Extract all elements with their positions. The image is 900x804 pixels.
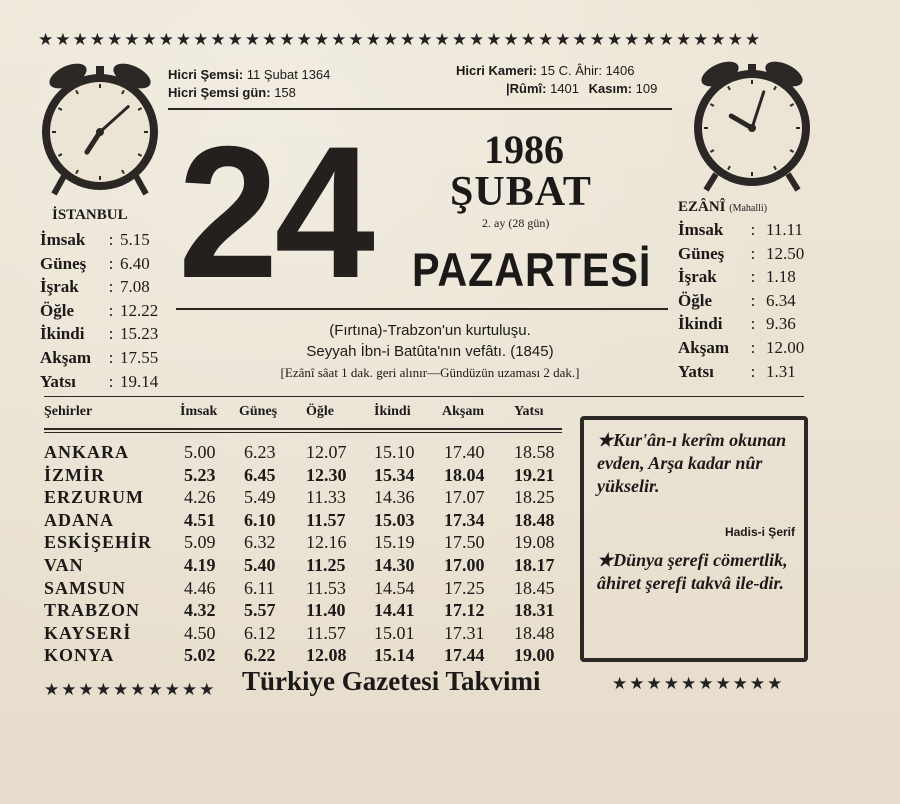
ezani-time-value: 1.31 — [766, 361, 796, 381]
istanbul-time-separator: : — [108, 300, 114, 320]
time-cell: 5.00 — [184, 442, 216, 462]
city-name: KAYSERİ — [44, 622, 132, 643]
time-cell: 12.16 — [306, 532, 347, 553]
ezani-times — [678, 218, 804, 383]
ezani-time-separator: : — [750, 290, 756, 310]
table-header-rule-2 — [44, 432, 562, 433]
time-cell: 4.51 — [184, 509, 216, 530]
istanbul-time-separator: : — [108, 253, 114, 273]
ezani-time-label: Güneş — [678, 243, 725, 263]
hadith-box — [580, 416, 808, 662]
istanbul-time-row — [40, 252, 158, 276]
time-cell: 18.25 — [514, 487, 555, 508]
istanbul-time-label: Güneş — [40, 253, 87, 273]
ezani-time-value: 6.34 — [766, 290, 796, 310]
time-cell: 14.30 — [374, 555, 415, 575]
city-name: SAMSUN — [44, 577, 127, 598]
ezani-time-row — [678, 360, 804, 384]
table-header-cell: İkindi — [374, 404, 411, 419]
ezani-title — [678, 199, 767, 216]
time-cell: 6.11 — [244, 577, 275, 598]
time-cell: 17.34 — [444, 509, 485, 530]
month-info: 2. ay (28 gün) — [482, 216, 550, 230]
ezani-time-separator: : — [750, 220, 756, 239]
time-cell: 11.40 — [306, 600, 346, 621]
time-cell: 14.41 — [374, 600, 415, 621]
time-cell: 12.08 — [306, 645, 347, 666]
ezani-time-value: 11.11 — [766, 220, 803, 239]
city-name: İZMİR — [44, 464, 106, 485]
ezani-title-sub: (Mahalli) — [729, 203, 768, 214]
time-cell: 6.12 — [244, 622, 276, 643]
istanbul-time-label: İmsak — [40, 230, 86, 249]
time-cell: 6.32 — [244, 532, 276, 553]
time-cell: 18.48 — [514, 622, 555, 643]
ezani-title-text: EZÂNÎ — [678, 199, 726, 215]
time-cell: 17.25 — [444, 577, 485, 598]
time-cell: 15.01 — [374, 622, 415, 643]
ezani-time-value: 12.00 — [766, 337, 805, 357]
time-cell: 5.09 — [184, 532, 216, 553]
time-cell: 12.07 — [306, 442, 347, 462]
ezani-time-row — [678, 218, 804, 242]
ezani-time-label: İşrak — [678, 267, 717, 287]
ezani-time-separator: : — [750, 267, 756, 287]
table-header-cell: Yatsı — [514, 404, 544, 419]
time-cell: 14.36 — [374, 487, 415, 508]
time-cell: 6.45 — [244, 464, 276, 485]
time-cell: 6.22 — [244, 645, 276, 666]
time-cell: 6.10 — [244, 509, 276, 530]
year: 1986 — [484, 127, 564, 172]
time-cell: 17.12 — [444, 600, 485, 621]
ezani-time-value: 1.18 — [766, 267, 796, 287]
istanbul-title: İSTANBUL — [52, 207, 128, 223]
istanbul-time-separator: : — [108, 371, 114, 391]
time-cell: 5.57 — [244, 600, 276, 621]
time-cell: 18.17 — [514, 555, 555, 575]
time-cell: 12.30 — [306, 464, 347, 485]
istanbul-time-separator: : — [108, 324, 114, 344]
city-name: ANKARA — [44, 442, 129, 462]
ezani-time-separator: : — [750, 337, 756, 357]
ezani-time-row — [678, 336, 804, 360]
event-line-2: Seyyah İbn-i Batûta'nın vefâtı. (1845) — [306, 343, 554, 360]
city-name: TRABZON — [44, 600, 141, 621]
istanbul-time-value: 19.14 — [120, 371, 159, 391]
time-cell: 4.50 — [184, 622, 216, 643]
time-cell: 5.49 — [244, 487, 276, 508]
time-cell: 18.48 — [514, 509, 555, 530]
time-cell: 15.19 — [374, 532, 415, 553]
rumi-line — [506, 80, 657, 97]
hijri-shamsi-label: Hicri Şemsi: — [168, 67, 244, 82]
alarm-clock-icon-left — [36, 58, 164, 198]
hijri-shamsi-day-label: Hicri Şemsi gün: — [168, 85, 271, 100]
day-number: 24 — [178, 107, 372, 317]
weekday: PAZARTESİ — [412, 243, 652, 296]
time-cell: 19.00 — [514, 645, 555, 666]
time-cell: 15.14 — [374, 645, 415, 666]
hijri-shamsi-day-line — [168, 84, 296, 101]
time-cell: 17.00 — [444, 555, 485, 575]
footer-title: Türkiye Gazetesi Takvimi — [242, 666, 541, 696]
ezani-time-label: Yatsı — [678, 361, 714, 381]
time-cell: 19.08 — [514, 532, 555, 553]
time-cell: 11.53 — [306, 577, 346, 598]
date-rule — [176, 308, 668, 310]
istanbul-time-value: 5.15 — [120, 230, 150, 249]
ezani-time-separator: : — [750, 243, 756, 263]
time-cell: 17.40 — [444, 442, 485, 462]
time-cell: 5.40 — [244, 555, 276, 575]
alarm-clock-icon-right — [688, 56, 816, 196]
hijri-kameri-line — [456, 62, 635, 79]
istanbul-time-separator: : — [108, 347, 114, 367]
istanbul-time-label: Öğle — [40, 300, 74, 320]
ezani-time-row — [678, 289, 804, 313]
ezani-time-label: Akşam — [678, 337, 730, 357]
city-name: ESKİŞEHİR — [44, 532, 153, 553]
time-cell: 6.23 — [244, 442, 276, 462]
ezani-time-label: İmsak — [678, 220, 724, 239]
hijri-shamsi-day-value: 158 — [274, 85, 296, 100]
istanbul-time-value: 6.40 — [120, 253, 150, 273]
istanbul-time-row — [40, 346, 158, 370]
time-cell: 5.23 — [184, 464, 216, 485]
table-header-cell: Akşam — [442, 404, 485, 419]
time-cell: 4.46 — [184, 577, 216, 598]
time-cell: 15.10 — [374, 442, 415, 462]
ezani-time-value: 12.50 — [766, 243, 805, 263]
footer-stars-right: ★★★★★★★★★★ — [612, 674, 785, 694]
time-cell: 11.57 — [306, 622, 346, 643]
time-cell: 17.44 — [444, 645, 485, 666]
time-cell: 11.25 — [306, 555, 346, 575]
istanbul-time-value: 17.55 — [120, 347, 159, 367]
time-cell: 15.34 — [374, 464, 415, 485]
hijri-shamsi-value: 11 Şubat 1364 — [246, 67, 331, 82]
hadith-quote-2: ★Dünya şerefi cömertlik, âhiret şerefi takvâ ile-dir. — [597, 550, 788, 593]
time-cell: 17.31 — [444, 622, 485, 643]
city-name: ADANA — [44, 509, 114, 530]
hijri-shamsi-line — [168, 66, 330, 83]
rumi-label: |Rûmî: — [506, 81, 547, 96]
istanbul-times — [40, 228, 158, 393]
table-header-cell: Şehirler — [44, 404, 93, 419]
ezani-time-row — [678, 312, 804, 336]
time-cell: 17.50 — [444, 532, 485, 553]
day-events — [190, 320, 670, 383]
istanbul-time-label: İkindi — [40, 324, 85, 344]
ezani-time-separator: : — [750, 314, 756, 334]
time-cell: 11.57 — [306, 509, 346, 530]
istanbul-time-value: 7.08 — [120, 277, 150, 297]
footer-stars-left: ★★★★★★★★★★ — [44, 680, 217, 700]
time-cell: 18.45 — [514, 577, 555, 598]
kasim-label: Kasım: — [588, 81, 632, 96]
time-cell: 17.07 — [444, 487, 485, 508]
istanbul-time-label: İşrak — [40, 277, 79, 297]
city-name: KONYA — [44, 645, 115, 666]
time-cell: 19.21 — [514, 464, 555, 485]
month-name: ŞUBAT — [450, 169, 592, 215]
table-header-rule — [44, 428, 562, 430]
ezani-time-label: İkindi — [678, 314, 723, 334]
event-line-3: [Ezânî sâat 1 dak. geri alınır—Gündüzün uzaması 2 dak.] — [280, 365, 580, 380]
istanbul-time-value: 15.23 — [120, 324, 159, 344]
time-cell: 5.02 — [184, 645, 216, 666]
istanbul-time-row — [40, 228, 158, 252]
time-cell: 4.26 — [184, 487, 216, 508]
time-cell: 18.58 — [514, 442, 555, 462]
ezani-time-row — [678, 242, 804, 266]
time-cell: 18.04 — [444, 464, 485, 485]
time-cell: 4.32 — [184, 600, 216, 621]
table-header-cell: Güneş — [239, 404, 278, 419]
hadith-source: Hadis-i Şerif — [724, 525, 795, 539]
ezani-time-label: Öğle — [678, 290, 712, 310]
hijri-kameri-value: 15 C. Âhir: 1406 — [540, 63, 635, 78]
time-cell: 11.33 — [306, 487, 346, 508]
table-header-cell: İmsak — [180, 404, 218, 419]
time-cell: 4.19 — [184, 555, 216, 575]
city-name: ERZURUM — [44, 487, 144, 508]
ezani-time-value: 9.36 — [766, 314, 796, 334]
istanbul-time-separator: : — [108, 277, 114, 297]
time-cell: 15.03 — [374, 509, 415, 530]
istanbul-time-label: Yatsı — [40, 371, 76, 391]
rumi-value: 1401 — [550, 81, 580, 96]
istanbul-time-label: Akşam — [40, 347, 92, 367]
event-line-1: (Fırtına)-Trabzon'un kurtuluşu. — [329, 322, 531, 339]
top-star-border: ★★★★★★★★★★★★★★★★★★★★★★★★★★★★★★★★★★★★★★★★★★ — [38, 30, 763, 50]
ezani-time-separator: : — [750, 361, 756, 381]
istanbul-time-row — [40, 322, 158, 346]
city-name: VAN — [44, 555, 84, 575]
istanbul-time-row — [40, 275, 158, 299]
table-top-rule — [44, 396, 804, 397]
time-cell: 18.31 — [514, 600, 555, 621]
kasim-value: 109 — [635, 81, 658, 96]
ezani-time-row — [678, 265, 804, 289]
istanbul-time-row — [40, 299, 158, 323]
hadith-quote-1: ★Kur'ân-ı kerîm okunan evden, Arşa kadar nûr yükselir. — [597, 430, 787, 496]
istanbul-time-separator: : — [108, 230, 114, 249]
hijri-kameri-label: Hicri Kameri: — [456, 63, 537, 78]
istanbul-time-row — [40, 370, 158, 394]
istanbul-time-value: 12.22 — [120, 300, 159, 320]
table-header-cell: Öğle — [306, 404, 334, 419]
time-cell: 14.54 — [374, 577, 415, 598]
